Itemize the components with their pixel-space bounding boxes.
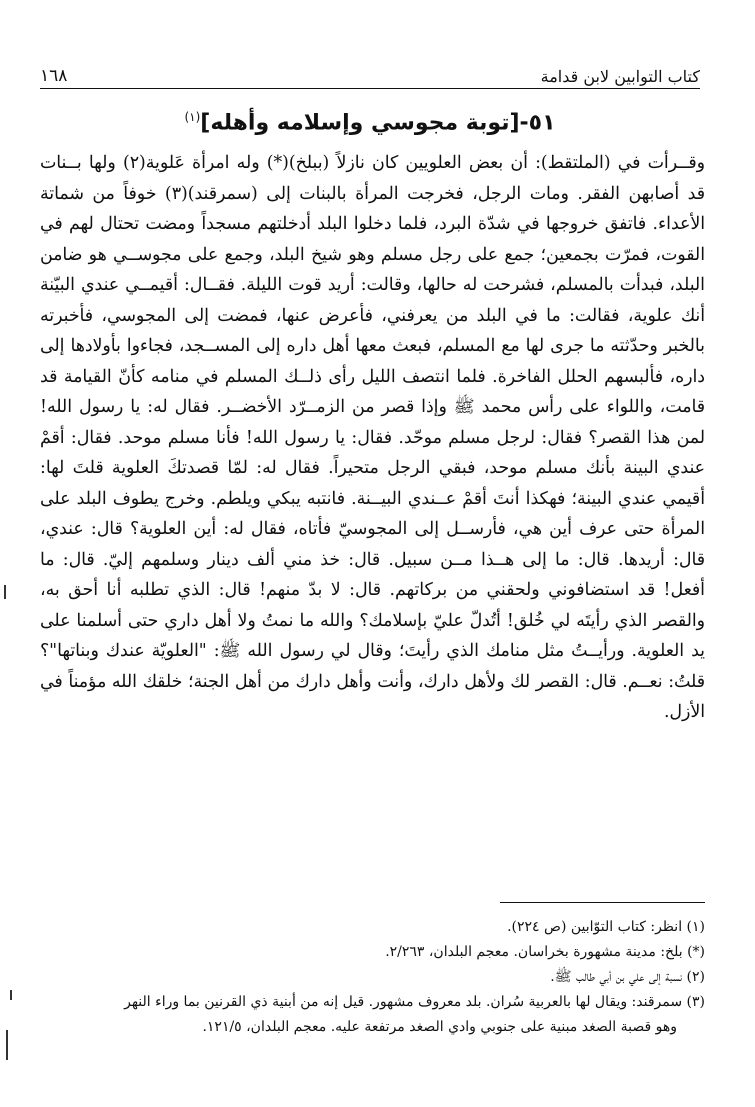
- chapter-title: ٥١-[توبة مجوسي وإسلامه وأهله]: [200, 110, 556, 136]
- scan-edge-mark: [10, 990, 12, 1000]
- footnote-star: (*) بلخ: مدينة مشهورة بخراسان. معجم البلدان، ٢/٢٦٣.: [385, 944, 705, 960]
- chapter-note-ref: (١): [184, 110, 201, 124]
- footnote-1: (١) انظر: كتاب التوّابين (ص ٢٢٤).: [507, 919, 705, 935]
- footnote-divider: [500, 902, 705, 903]
- chapter-heading: [40, 110, 700, 135]
- scan-edge-mark: [4, 585, 6, 599]
- footnote-3: (٣) سمرقند: ويقال لها بالعربية سُران. بلد معروف مشهور. قيل إنه من أبنية ذي القرنين بما وراء النهر: [124, 994, 705, 1010]
- body-paragraph: وقــرأت في (الملتقط): أن بعض العلويين كان نازلاً (ببلخ)(*) وله امرأة عَلوية(٢) ولها بــنات قد أصابهن الفقر. ومات الرجل، فخرجت المرأة بالبنات إلى (سمرقند)(٣) خوفاً من شماتة الأعداء. فاتفق خروجها في شدّة البرد، فلما دخلوا البلد أدخلتهم مسجداً ومضت تحتال لهم في القوت، فمرّت بجمعين؛ جمع على رجل مسلم وهو شيخ البلد، وجمع على مجوســي هو ضامن البلد، فبدأت بالمسلم، فشرحت له حالها، وقالت: أريد قوت الليلة. فقــال: أقيمــي عندي البيّنة أنك علوية، فقالت: ما في البلد من يعرفني، فأعرض عنها، فمضت إلى المجوسي، فأخبرته بالخبر وحدّثته ما جرى لها مع المسلم، فبعث معها أهل داره إلى المســجد، فجاءوا بأولادها إلى داره، فألبسهم الحلل الفاخرة. فلما انتصف الليل رأى ذلــك المسلم في منامه كأنّ القيامة قد قامت، واللواء على رأس محمد ﷺ وإذا قصر من الزمــرّد الأخضــر. فقال له: يا رسول الله! لمن هذا القصر؟ فقال: لرجل مسلم موحّد. فقال: يا رسول الله! فأنا مسلم موحد. فقال: أقمْ عندي البينة بأنك مسلم موحد، فبقي الرجل متحيراً. فقال له: لمّا قصدتكَ العلوية قلتَ لها: أقيمي عندي البينة؛ فهكذا أنتَ أقمْ عــندي البيــنة. فانتبه يبكي ويلطم. وخرج يطوف البلد على المرأة حتى عرف أين هي، فأرســل إلى المجوسيّ فأتاه، فقال له: أين العلوية؟ قال: عندي، قال: أريدها. قال: ما إلى هــذا مــن سبيل. قال: خذ مني ألف دينار وسلمهم إليّ. قال: ما أفعل! قد استضافوني ولحقني من بركاتهم. قال: لا بدّ منهم! قال: الذي تطلبه أنا أحق به، والقصر الذي رأيتَه لي خُلق! أتُدلّ عليّ بإسلامك؟ والله ما نمتُ ولا أهل داري حتى أسلمنا على يد العلوية. ورأيــتُ مثل منامك الذي رأيتَ؛ وقال لي رسول الله ﷺ: "العلويّة عندك وبناتها"؟ قلتُ: نعــم. قال: القصر لك ولأهل دارك، وأنت وأهل دارك من أهل الجنة؛ خلقك الله مؤمناً في الأزل.: [40, 153, 705, 722]
- body-text: [40, 148, 705, 728]
- book-title: كتاب التوابين لابن قدامة: [540, 67, 700, 86]
- footnote-2: (٢) نسبة إلى علي بن أبي طالب ﷺ.: [550, 969, 705, 985]
- footnotes: [40, 915, 705, 1040]
- page-number: ١٦٨: [40, 66, 68, 86]
- footnote-3-continuation: وهو قصبة الصغد مبنية على جنوبي وادي الصغد مرتفعة عليه. معجم البلدان، ١٢١/٥.: [202, 1019, 677, 1035]
- running-header: [40, 58, 700, 89]
- scan-edge-mark: [6, 1030, 8, 1060]
